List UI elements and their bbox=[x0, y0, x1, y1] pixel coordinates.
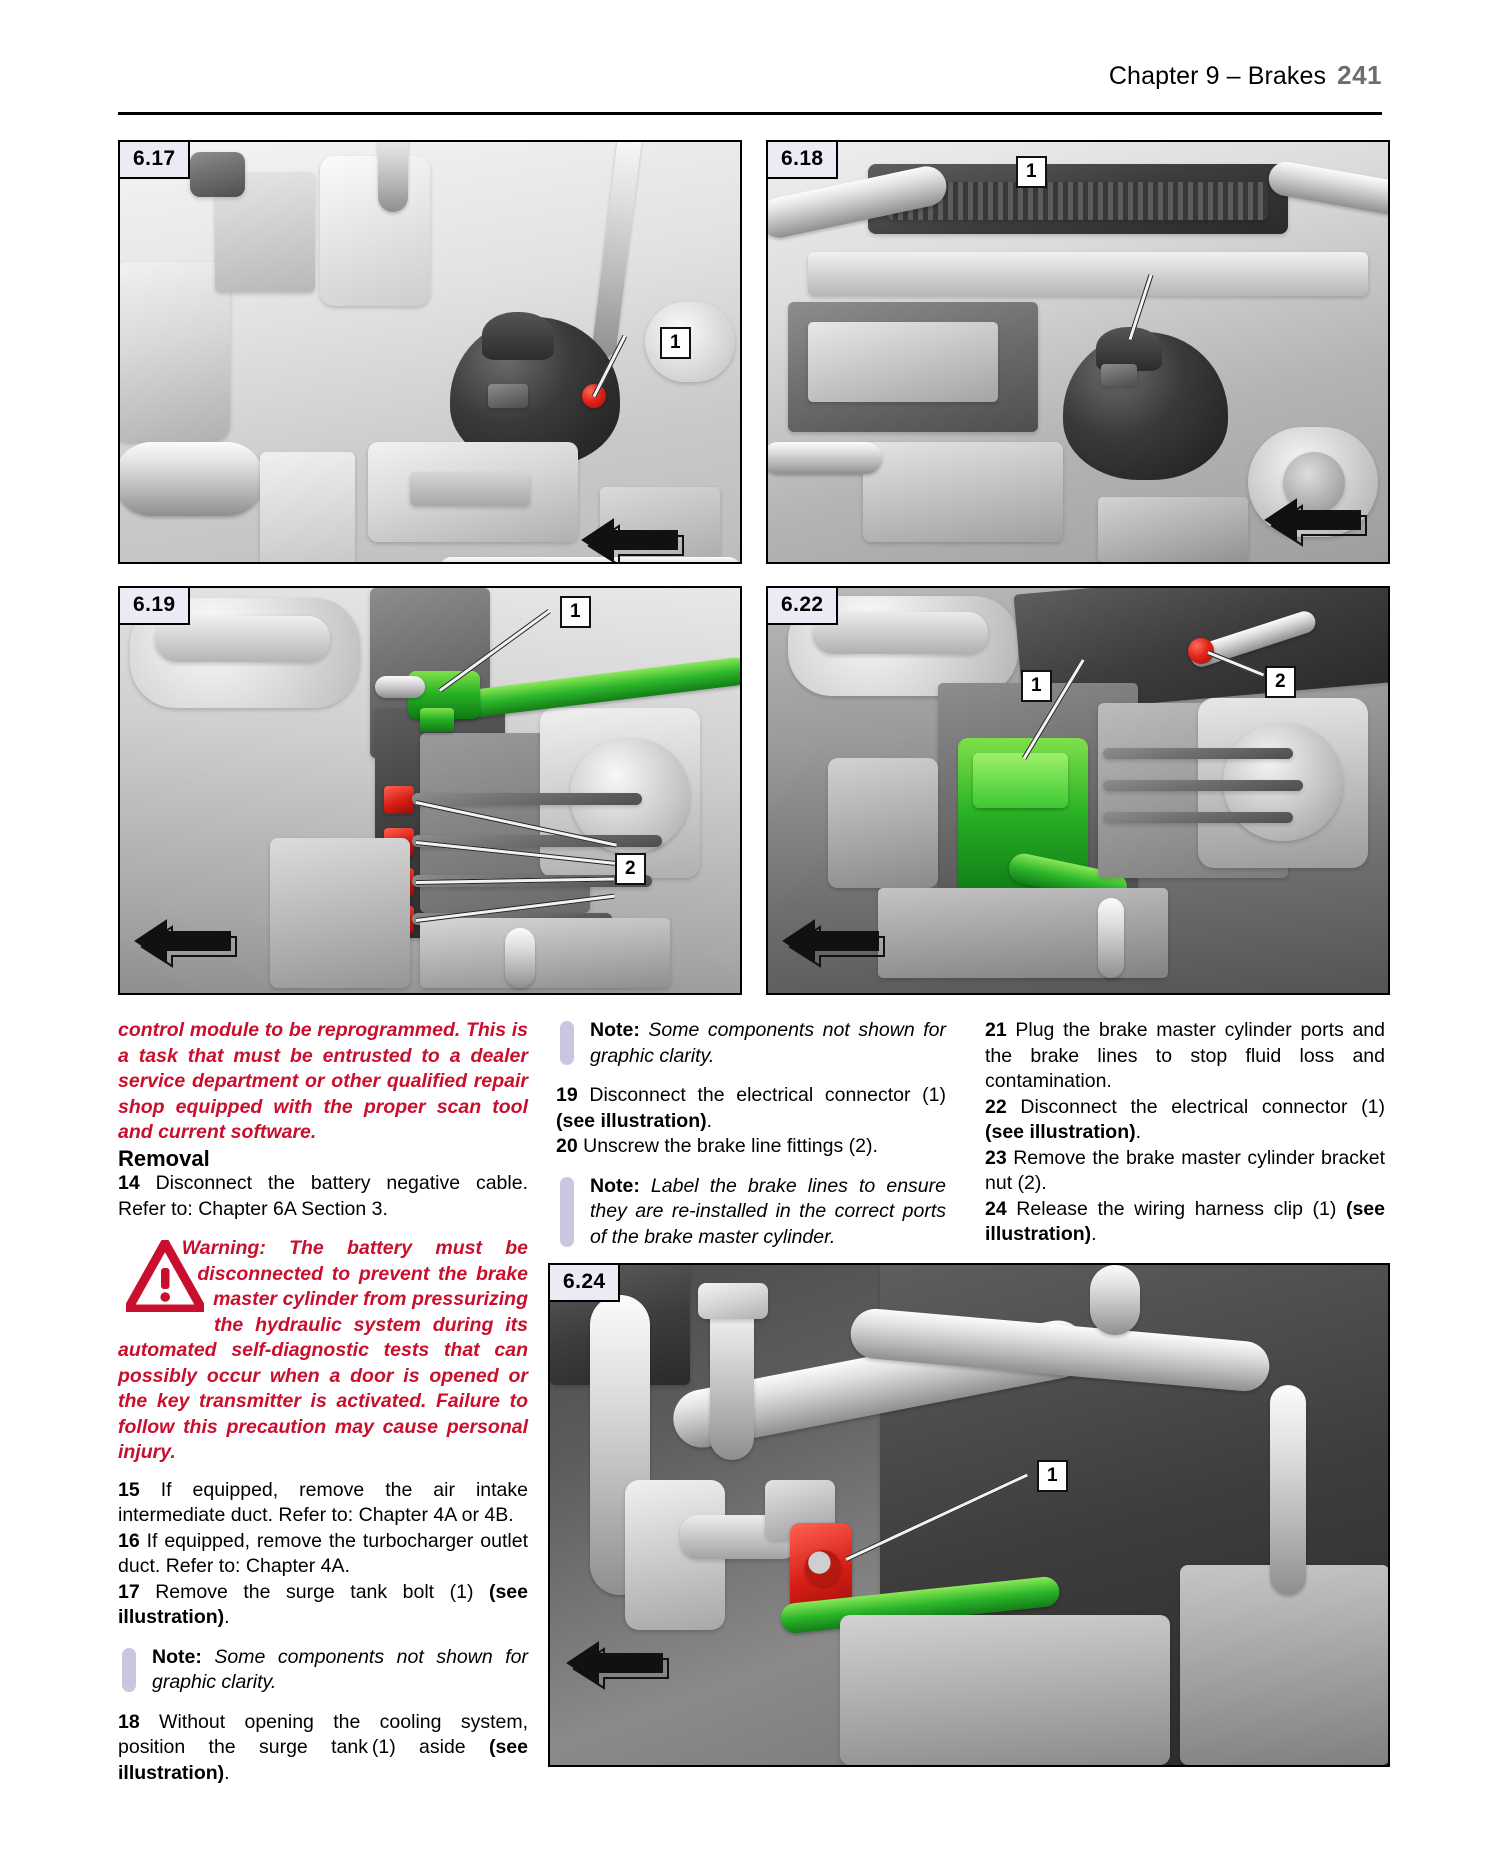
direction-arrow-icon bbox=[575, 512, 685, 564]
direction-arrow-icon bbox=[128, 913, 238, 974]
callout-2: 2 bbox=[1265, 666, 1296, 698]
step-22 bbox=[985, 1095, 1385, 1146]
figure-6-17-artwork bbox=[120, 142, 740, 562]
note-block-3 bbox=[556, 1174, 946, 1251]
step-18 bbox=[118, 1710, 528, 1787]
warning-continuation-text: control module to be reprogrammed. This is a task that must be entrusted to a dealer service department or other qualified repair shop equipped with the proper scan tool and current software. bbox=[118, 1019, 528, 1143]
figure-6-18-label: 6.18 bbox=[768, 142, 838, 179]
step-22-end: . bbox=[1135, 1121, 1142, 1143]
figure-6-17 bbox=[118, 140, 742, 564]
page-header bbox=[118, 60, 1382, 118]
step-19 bbox=[556, 1083, 946, 1134]
callout-2: 2 bbox=[615, 853, 646, 885]
header-title bbox=[1109, 60, 1382, 91]
figure-6-17-label: 6.17 bbox=[120, 142, 190, 179]
callout-1: 1 bbox=[1021, 670, 1052, 702]
text-column-middle bbox=[556, 1018, 946, 1264]
step-23-text: Remove the brake master cylinder bracket nut (2). bbox=[985, 1146, 1385, 1194]
page-number: 241 bbox=[1337, 60, 1382, 90]
step-15 bbox=[118, 1478, 528, 1529]
step-24 bbox=[985, 1197, 1385, 1248]
step-18-see-illustration: (see illustration) bbox=[118, 1736, 528, 1784]
direction-arrow-icon bbox=[560, 1635, 670, 1696]
step-14-text: Disconnect the battery negative cable. Refer to: Chapter 6A Section 3. bbox=[118, 1172, 528, 1220]
callout-1: 1 bbox=[1037, 1460, 1068, 1492]
figure-6-18-artwork bbox=[768, 142, 1388, 562]
step-17-number: 17 bbox=[118, 1580, 140, 1603]
figure-6-22 bbox=[766, 586, 1390, 995]
step-19-end: . bbox=[706, 1109, 713, 1132]
text-column-left bbox=[118, 1018, 528, 1786]
step-19-text: Disconnect the electrical connector (1) bbox=[577, 1084, 946, 1106]
figure-6-24-artwork bbox=[550, 1265, 1388, 1765]
step-16 bbox=[118, 1529, 528, 1580]
step-24-text: Release the wiring harness clip (1) bbox=[1006, 1197, 1346, 1220]
header-rule bbox=[118, 112, 1382, 115]
note-bar-icon bbox=[560, 1177, 574, 1247]
step-18-end: . bbox=[224, 1761, 230, 1784]
note-bar-icon bbox=[560, 1021, 574, 1065]
step-18-number: 18 bbox=[118, 1710, 140, 1733]
step-21-text: Plug the brake master cylinder ports and the brake lines to stop fluid loss and contamination. bbox=[985, 1019, 1385, 1092]
step-22-text: Disconnect the electrical connector (1) bbox=[1006, 1095, 1385, 1118]
note-block-2 bbox=[556, 1018, 946, 1069]
chapter-title: Chapter 9 – Brakes bbox=[1108, 62, 1327, 90]
step-17-text: Remove the surge tank bolt (1) bbox=[139, 1580, 489, 1603]
step-16-text: If equipped, remove the turbocharger outlet duct. Refer to: Chapter 4A. bbox=[118, 1529, 528, 1577]
step-19-number: 19 bbox=[556, 1084, 578, 1106]
callout-1: 1 bbox=[660, 327, 691, 359]
figure-6-19 bbox=[118, 586, 742, 995]
figure-6-24-label: 6.24 bbox=[550, 1265, 620, 1302]
direction-arrow-icon bbox=[776, 913, 886, 974]
step-15-text: If equipped, remove the air intake intermediate duct. Refer to: Chapter 4A or 4B. bbox=[118, 1478, 528, 1526]
step-17 bbox=[118, 1580, 528, 1631]
step-22-see-illustration: (see illustration) bbox=[985, 1121, 1136, 1143]
note-text: Some components not shown for graphic clarity. bbox=[590, 1019, 946, 1067]
step-20 bbox=[556, 1134, 946, 1160]
note-label: Note: bbox=[590, 1174, 640, 1197]
step-17-end: . bbox=[224, 1606, 230, 1628]
step-17-see-illustration: (see illustration) bbox=[118, 1580, 528, 1628]
step-23 bbox=[985, 1146, 1385, 1197]
warning-text: Warning: The battery must be disconnected to prevent the brake master cylinder from pressurizing the hydraulic system during its automated self-diagnostic tests that can possibly occur when a door is opened or the key transmitter is activated. Failure to follow this precaution may cause personal injury. bbox=[118, 1237, 528, 1463]
figure-6-19-artwork bbox=[120, 588, 740, 993]
step-21-number: 21 bbox=[985, 1019, 1007, 1041]
callout-1: 1 bbox=[1016, 156, 1047, 188]
callout-1: 1 bbox=[560, 596, 591, 628]
step-19-see-illustration: (see illustration) bbox=[556, 1109, 707, 1132]
step-18-text: Without opening the cooling system, position the surge tank (1) aside bbox=[118, 1710, 528, 1758]
step-21 bbox=[985, 1018, 1385, 1095]
section-heading-removal: Removal bbox=[118, 1145, 210, 1171]
step-22-number: 22 bbox=[985, 1095, 1007, 1118]
note-block-1 bbox=[118, 1645, 528, 1696]
step-16-number: 16 bbox=[118, 1529, 140, 1552]
note-bar-icon bbox=[122, 1648, 136, 1692]
note-label: Note: bbox=[152, 1645, 202, 1668]
step-15-number: 15 bbox=[118, 1478, 140, 1501]
warning-block bbox=[118, 1236, 528, 1466]
step-20-text: Unscrew the brake line fittings (2). bbox=[577, 1135, 878, 1157]
step-24-number: 24 bbox=[985, 1197, 1007, 1220]
text-column-right bbox=[985, 1018, 1385, 1248]
note-label: Note: bbox=[590, 1019, 640, 1041]
step-20-number: 20 bbox=[556, 1135, 578, 1157]
note-text: Label the brake lines to ensure they are re-installed in the correct ports of the brake master cylinder. bbox=[590, 1174, 946, 1248]
direction-arrow-icon bbox=[1258, 492, 1368, 553]
figure-6-24 bbox=[548, 1263, 1390, 1767]
figure-6-19-label: 6.19 bbox=[120, 588, 190, 625]
step-14-number: 14 bbox=[118, 1172, 140, 1194]
figure-6-22-artwork bbox=[768, 588, 1388, 993]
figure-6-18 bbox=[766, 140, 1390, 564]
step-23-number: 23 bbox=[985, 1146, 1007, 1169]
step-24-see-illustration: (see illustration) bbox=[985, 1197, 1385, 1245]
step-24-end: . bbox=[1091, 1223, 1097, 1245]
note-text: Some components not shown for graphic clarity. bbox=[152, 1645, 528, 1693]
figure-6-22-label: 6.22 bbox=[768, 588, 838, 625]
step-14 bbox=[118, 1171, 528, 1222]
